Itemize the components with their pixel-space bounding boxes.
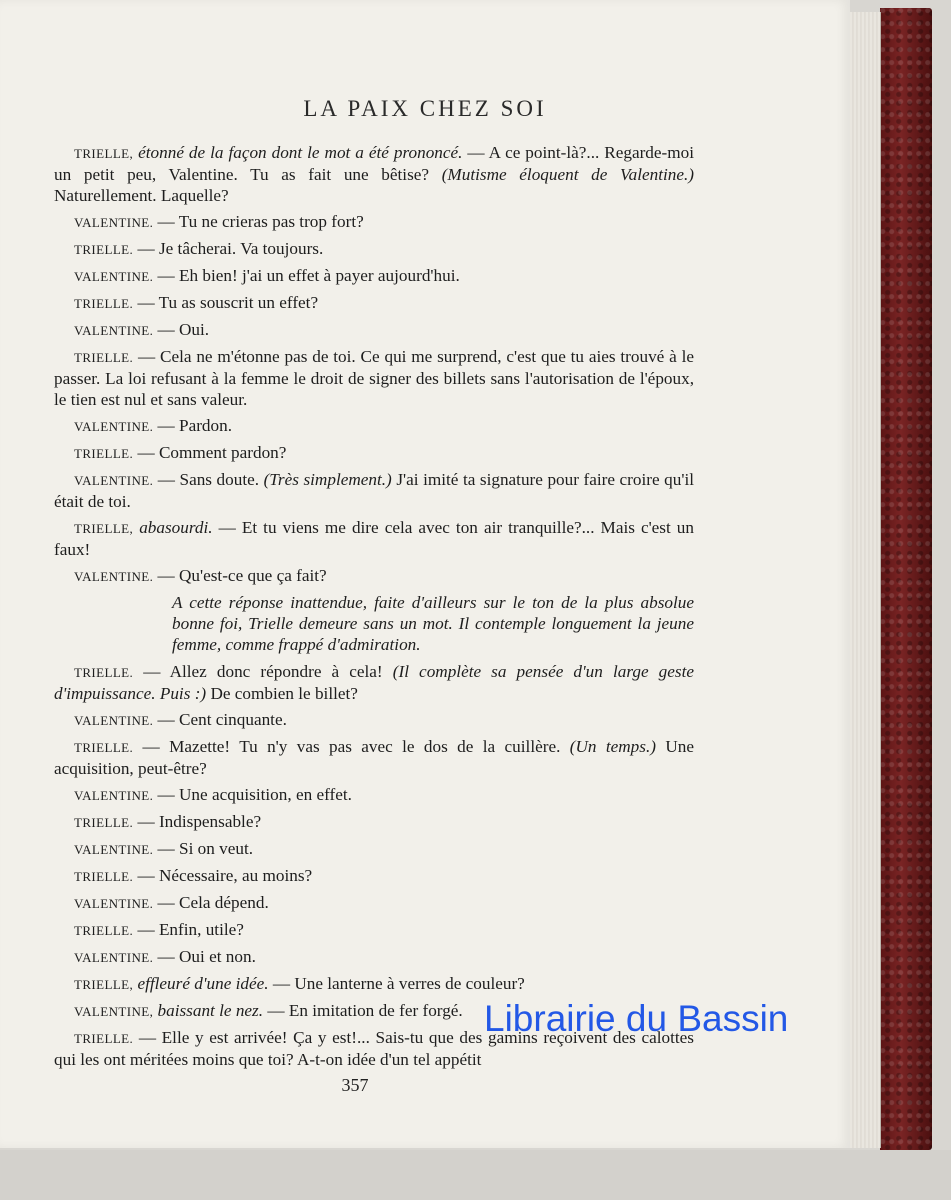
dialogue-text: De combien le billet? [206,684,358,703]
table-surface [0,1150,951,1200]
dialogue-text: — Enfin, utile? [133,920,244,939]
dialogue-line [54,565,694,587]
dialogue-text: — Oui et non. [153,947,256,966]
dialogue-line [54,469,694,512]
dialogue-text: — Comment pardon? [133,443,287,462]
speaker-name: TRIELLE. [74,740,134,755]
dialogue-text: — Cela ne m'étonne pas de toi. Ce qui me surprend, c'est que tu aies trouvé à le passer. La loi refusant à la femme le droit de signer des billets sans l'autorisation de l'époux, le tien est nul et sans valeur. [54,347,694,409]
dialogue-text: Une acquisition, peut-être? [54,737,694,778]
dialogue-line [54,319,694,341]
dialogue-text: — Qu'est-ce que ça fait? [153,566,327,585]
speaker-name: VALENTINE, [74,1004,154,1019]
stage-note: (Il complète sa pensée d'un large geste d'impuissance. Puis :) [54,662,695,703]
speaker-name: TRIELLE. [74,242,134,257]
dialogue-line [54,784,694,806]
dialogue-text: — Une lanterne à verres de couleur? [268,974,525,993]
dialogue-text: — Mazette! Tu n'y vas pas avec le dos de la cuillère. [133,737,570,756]
dialogue-line [54,838,694,860]
speaker-name: VALENTINE. [74,473,154,488]
speaker-name: VALENTINE. [74,842,154,857]
dialogue-text: — Indispensable? [133,812,262,831]
speaker-name: VALENTINE. [74,896,154,911]
dialogue-line [54,946,694,968]
dialogue-line [54,415,694,437]
dialogue-line [54,973,694,995]
dialogue-line [54,919,694,941]
stage-note: effleuré d'une idée. [133,974,269,993]
dialogue-text: — A ce point-là?... Regarde-moi un petit peu, Valentine. Tu as fait une bêtise? [54,143,694,184]
dialogue-line [54,442,694,464]
speaker-name: TRIELLE. [74,1031,134,1046]
speaker-name: TRIELLE. [74,665,134,680]
speaker-name: VALENTINE. [74,713,154,728]
page-text [54,142,694,1075]
dialogue-text: — En imitation de fer forgé. [263,1001,463,1020]
speaker-name: VALENTINE. [74,419,154,434]
dialogue-text: — Sans doute. [153,470,264,489]
speaker-name: TRIELLE. [74,869,134,884]
dialogue-text: — Cela dépend. [153,893,269,912]
speaker-name: TRIELLE. [74,446,134,461]
dialogue-text: — Tu as souscrit un effet? [133,293,319,312]
dialogue-line [54,661,694,704]
dialogue-line [54,736,694,779]
book-cover-binding [880,8,932,1150]
page-edges [850,12,881,1148]
dialogue-text: Naturellement. Laquelle? [54,186,229,205]
speaker-name: TRIELLE, [74,977,134,992]
dialogue-line [54,811,694,833]
dialogue-text: — Pardon. [153,416,233,435]
speaker-name: TRIELLE. [74,296,134,311]
dialogue-line [54,142,694,206]
dialogue-line [54,892,694,914]
dialogue-text: — Si on veut. [153,839,254,858]
speaker-name: VALENTINE. [74,569,154,584]
speaker-name: TRIELLE. [74,350,134,365]
dialogue-line [54,211,694,233]
dialogue-text: — Nécessaire, au moins? [133,866,313,885]
page-number: 357 [341,1075,369,1095]
speaker-name: VALENTINE. [74,269,154,284]
dialogue-text: — Je tâcherai. Va toujours. [133,239,324,258]
stage-note: (Un temps.) [569,737,656,756]
dialogue-line [54,709,694,731]
stage-direction: A cette réponse inattendue, faite d'ailleurs sur le ton de la plus absolue bonne foi, Trielle demeure sans un mot. Il contemple longuement la jeune femme, comme frappé d'admiration. [172,593,694,654]
dialogue-line [54,292,694,314]
dialogue-text: — Tu ne crieras pas trop fort? [153,212,364,231]
dialogue-text: — Elle y est arrivée! Ça y est!... Sais-tu que des gamins reçoivent des calottes qui les ont méritées moins que toi? A-t-on idée d'un tel appétit [54,1028,694,1069]
speaker-name: VALENTINE. [74,788,154,803]
speaker-name: TRIELLE. [74,923,134,938]
speaker-name: TRIELLE, [74,521,134,536]
dialogue-line [54,346,694,410]
running-head: LA PAIX CHEZ SOI [303,96,547,121]
dialogue-text: — Allez donc répondre à cela! [133,662,393,681]
speaker-name: TRIELLE. [74,815,134,830]
watermark-text: Librairie du Bassin [484,998,789,1039]
dialogue-text: — Oui. [153,320,210,339]
dialogue-line [54,265,694,287]
speaker-name: VALENTINE. [74,950,154,965]
speaker-name: VALENTINE. [74,323,154,338]
dialogue-text: — Cent cinquante. [153,710,287,729]
dialogue-line [54,238,694,260]
dialogue-text: J'ai imité ta signature pour faire croire qu'il était de toi. [54,470,694,511]
dialogue-line [54,865,694,887]
dialogue-text: — Une acquisition, en effet. [153,785,352,804]
stage-note: (Très simplement.) [263,470,392,489]
stage-note: étonné de la façon dont le mot a été prononcé. [133,143,463,162]
stage-note: abasourdi. [133,518,213,537]
dialogue-line [54,517,694,560]
stage-note: (Mutisme éloquent de Valentine.) [441,165,695,184]
dialogue-text: — Eh bien! j'ai un effet à payer aujourd'hui. [153,266,460,285]
speaker-name: VALENTINE. [74,215,154,230]
dialogue-text: — Et tu viens me dire cela avec ton air tranquille?... Mais c'est un faux! [54,518,694,559]
speaker-name: TRIELLE, [74,146,134,161]
stage-note: baissant le nez. [153,1001,264,1020]
